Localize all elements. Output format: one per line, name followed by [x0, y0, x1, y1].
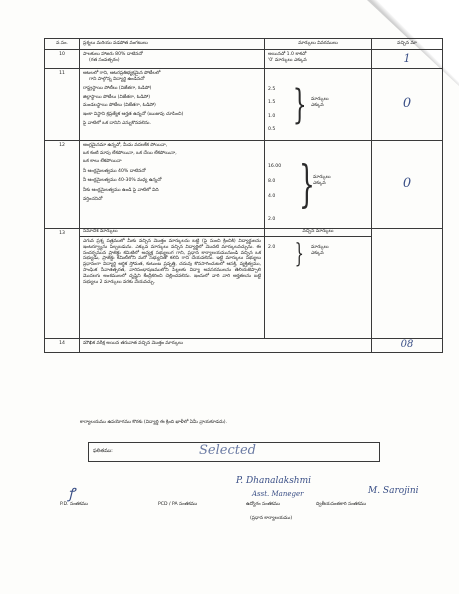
score-value: 1.5 [268, 100, 276, 106]
score-value: 16.00 [268, 163, 282, 169]
question-line: ఆంగ్లమైనమా ఉన్నచో, మీమ వదలకేక పోయినా, [83, 142, 168, 148]
table-row-13 [45, 228, 443, 338]
row-question [80, 49, 265, 68]
score-value: 0.5 [268, 126, 276, 132]
table-row-11 [45, 68, 443, 140]
question-line: (గత సంవత్సరం) [89, 57, 120, 63]
row-question [80, 140, 265, 228]
member-signature-sublabel: (ప్రధాన కార్యాలయము) [250, 516, 293, 521]
row-question: మౌఖిక వరీక్ష అయిన తరువాత వచ్చిన మొత్తం మార్కులు [80, 338, 372, 352]
brace-label-line: ఎక్కువ [311, 103, 324, 109]
score-value: 2.0 [268, 244, 276, 250]
second-signatory-label: ద్వితీయసంతకారి సంతకము [316, 502, 367, 507]
curly-brace: } [298, 154, 315, 213]
row-score: 1 [372, 49, 443, 68]
question-line: ఒక కాలు లేకపోయినా [83, 158, 122, 164]
row-number: 10 [45, 49, 80, 68]
header-questions: ప్రశ్నలు మరియు వడపోత వంగటులు [80, 39, 265, 50]
marks-table [44, 38, 443, 353]
brace-label [313, 175, 331, 188]
row-marks [265, 228, 372, 338]
question-line: వర్తించనిచో [83, 197, 103, 203]
pcd-signature-label: PCD / PA సంతకము [158, 502, 198, 507]
row-marks [265, 68, 372, 140]
row-title: సమాచేశ మార్కులు [80, 229, 264, 237]
question-line: ఇంకా విస్థాని క్రప్రత్యేక ఆర్హత ఉన్నచో (ఋజువు చూపించి) [83, 112, 184, 118]
score-list [268, 245, 275, 251]
score-value: 1.0 [268, 113, 276, 119]
brace-label-line: ఎక్కువ [313, 181, 326, 187]
result-label: ఫలితము: [93, 448, 113, 454]
question-line: ఆటలలో గాని, ఆటరప్రతిభ్యక్రమైన పోటీలలో [83, 70, 161, 76]
marks-line: '0' మార్కులు ఎక్కువ [268, 57, 307, 63]
table-row-10 [45, 49, 443, 68]
row-score: 0 [372, 140, 443, 228]
question-line: గాని పాల్గొన్న విద్యార్థి ఉండినచో [89, 76, 145, 82]
brace-label-line: మార్కులు [311, 244, 329, 250]
row-number: 13 [45, 228, 80, 338]
row-score: 08 [372, 338, 443, 352]
second-signatory-handwritten: M. Sarojini [368, 486, 419, 496]
header-marks: మార్కులు వివరములు [265, 39, 372, 50]
table-header [45, 39, 443, 50]
score-list [268, 83, 275, 136]
question-line: నీ ఆంగ్లమైలత్వము 40-30% మధ్య ఉన్నచో [83, 178, 162, 184]
marks-title: వచ్చిన మార్కులు [265, 229, 371, 237]
row-question [80, 228, 265, 338]
member-handwritten-name: P. Dhanalakshmi [236, 476, 312, 486]
table-row-14 [45, 338, 443, 352]
marks-line: అయినచో 1.0 కాకచో [268, 51, 307, 57]
curly-brace: } [292, 81, 307, 128]
pd-signature-label: P.D. సంతకము [60, 502, 88, 507]
header-no: వ.సం. [45, 39, 80, 50]
score-list [268, 159, 281, 228]
brace-label-line: ఎక్కువ [311, 251, 324, 257]
brace-label [311, 245, 329, 258]
member-signature-label: ఉద్యోగం సంతకము [246, 502, 281, 507]
row-number: 12 [45, 140, 80, 228]
row-score: 0 [372, 68, 443, 140]
row-score [372, 228, 443, 338]
question-line: పాలకులు హాజరు 80% దాటినచో [83, 51, 143, 57]
question-line: మండలస్థాయి పోటీలు (విజేతగా, ఓడిపో) [83, 103, 156, 109]
question-line: ఒక కంటి మాపు లేకపోయినా, ఒక చేయి లేకపోయినా, [83, 150, 177, 156]
row-number: 14 [45, 338, 80, 352]
question-line: జిల్లాస్థాయి పోటీలు (విజేతగా, ఓడిపో) [83, 94, 151, 100]
score-value: 2.5 [268, 86, 276, 92]
question-line: నీ ఆంగ్లమైలత్వము 40% దాటినచో [83, 168, 146, 174]
curly-brace: } [294, 238, 304, 269]
table-row-12 [45, 140, 443, 228]
member-handwritten-title: Asst. Maneger [252, 490, 304, 498]
score-value: 8.0 [268, 179, 276, 185]
office-use-note: కార్యాలయము ఉపయోగము కొరకు (విద్యార్థి ఈ క్రింది ఖాళీలో ఏమీ వ్రాయకూడదు). [80, 420, 228, 425]
brace-label-line: మార్కులు [311, 96, 329, 102]
question-line: పై వాటిలో ఒక దానిని ఎన్నుకొనవలెను. [83, 121, 151, 127]
question-paragraph: ఎగువ ప్రశ్న పత్రములో మీకు వచ్చిన మొత్తం మార్కులను బట్టి (పై సుంచి క్రించికి) విద్యార్థులను ఇంటర్వ్యూను పిల్చబడును. ఎక్కువ మార్కులు వచ్చిన విద్యార్థిలో మొదటి మార్కులవచ్చును. ఈ సందర్భమున ప్రాజెక్టు కమిటిలో అధ్యక్ష సభ్యులుగ గాని, ప్రధాన కార్యాలయమునుండి వచ్చిన ఒక సభ్యుడు, ప్రాజెక్టు కమిటీలోని మరో సభ్యునితో కలిసి గాని చేయవలెను. ఇట్టి మార్కులు సభ్యులు ప్రధానంగా విద్యార్థి ఆర్థిక స్తోమత, కుటుంబ ప్రవృత్తి, చదువు కొనసాగించుటలో ఆసక్తి, వ్యక్తిత్వము, సాంఘిక సేవాతత్పరత, వారిసంభాషణములోని పిల్లలకు విద్యా అవసరములను తెలియజెప్పాలి మొదలగు అంశములలో దృష్టిని కేంద్రీకరించి చెల్లించవలెను. ఇందులో వారి వారి ఆర్హతలను బట్టి సభ్యులు 2 మార్కులు వరకు వేయవచ్చు. [83, 238, 261, 285]
score-value: 2.0 [268, 217, 276, 223]
header-score: వచ్చిన మా [372, 39, 443, 50]
row-question [80, 68, 265, 140]
row-number: 11 [45, 68, 80, 140]
brace-label-line: మార్కులు [313, 174, 331, 180]
question-line: నీకు ఆంగ్లమైలత్వము ఉండి పై వాటిలో విది [83, 188, 159, 194]
question-line: రాష్ట్రస్థాయి పోటీలు (విజేతగా, ఓడిపో) [83, 85, 152, 91]
row-marks [265, 140, 372, 228]
score-value: 4.0 [268, 194, 276, 200]
brace-label [311, 97, 329, 110]
result-box [88, 442, 380, 462]
row-marks [265, 49, 372, 68]
pd-signature-scribble: ꝭ [68, 486, 75, 502]
result-handwritten: Selected [199, 443, 256, 458]
